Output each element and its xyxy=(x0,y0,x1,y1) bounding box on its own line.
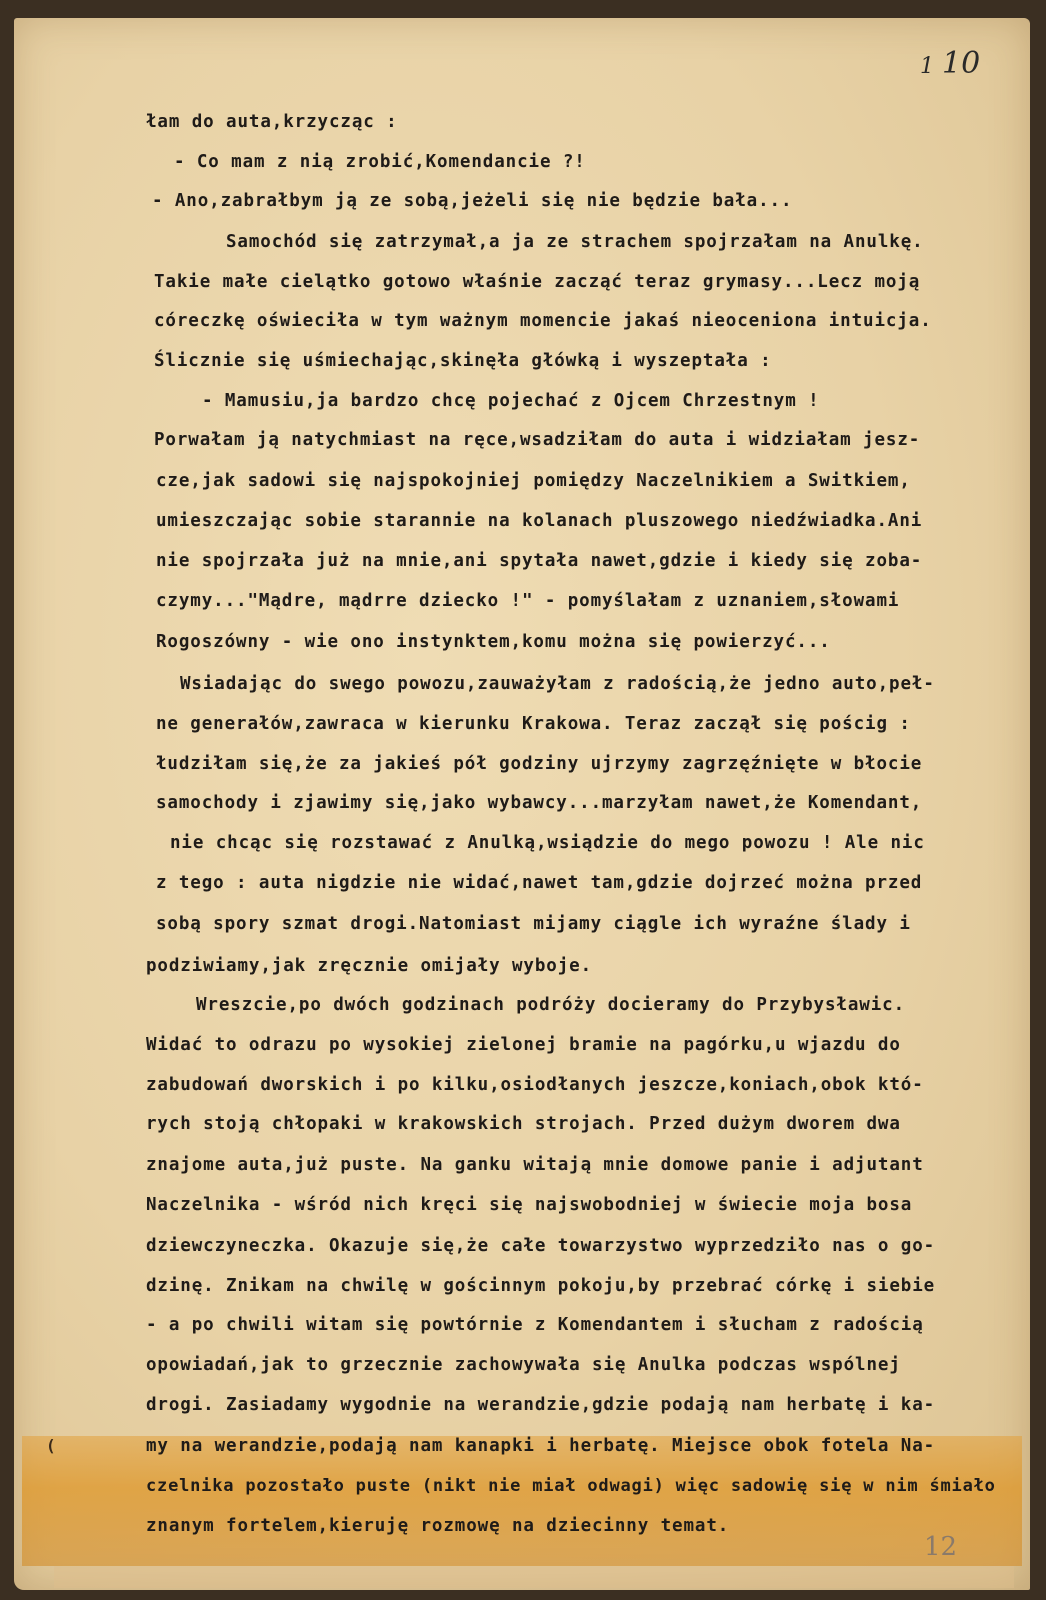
text-line: umieszczając sobie starannie na kolanach pluszowego niedźwiadka.Ani xyxy=(156,511,923,531)
text-line: dzinę. Znikam na chwilę w gościnnym pokoju,by przebrać córkę i siebie xyxy=(146,1276,936,1296)
text-line: nie spojrzała już na mnie,ani spytała nawet,gdzie i kiedy się zoba- xyxy=(156,551,923,571)
folio-mark: 1 xyxy=(920,54,934,79)
text-line: sobą spory szmat drogi.Natomiast mijamy ciągle ich wyraźne ślady i xyxy=(156,914,911,934)
text-line: - a po chwili witam się powtórnie z Komendantem i słucham z radością xyxy=(146,1315,924,1335)
text-line: Wreszcie,po dwóch godzinach podróży docieramy do Przybysławic. xyxy=(196,995,906,1015)
text-line: samochody i zjawimy się,jako wybawcy...marzyłam nawet,że Komendant, xyxy=(156,793,923,813)
text-line: rych stoją chłopaki w krakowskich strojach. Przed dużym dworem dwa xyxy=(146,1114,901,1134)
text-line: córeczkę oświeciła w tym ważnym momencie jakaś nieoceniona intuicja. xyxy=(154,311,932,331)
text-line: - Ano,zabrałbym ją ze sobą,jeżeli się nie będzie bała... xyxy=(152,191,793,211)
text-line: podziwiamy,jak zręcznie omijały wyboje. xyxy=(146,956,592,976)
text-line: znajome auta,już puste. Na ganku witają mnie domowe panie i adjutant xyxy=(146,1155,924,1175)
tape-residue xyxy=(54,1566,1014,1588)
text-line: z tego : auta nigdzie nie widać,nawet tam,gdzie dojrzeć można przed xyxy=(156,873,923,893)
text-line: Naczelnika - wśród nich kręci się najswobodniej w świecie moja bosa xyxy=(146,1195,913,1215)
text-line: czelnika pozostało puste (nikt nie miał odwagi) więc sadowię się w nim śmiało xyxy=(146,1476,996,1496)
text-line: łudziłam się,że za jakieś pół godziny ujrzymy zagrzęźnięte w błocie xyxy=(156,754,923,774)
text-line: cze,jak sadowi się najspokojniej pomiędzy Naczelnikiem a Switkiem, xyxy=(156,471,911,491)
text-line: znanym fortelem,kieruję rozmowę na dziecinny temat. xyxy=(146,1516,730,1536)
text-line: ne generałów,zawraca w kierunku Krakowa. Teraz zaczął się pościg : xyxy=(156,714,911,734)
text-line: Samochód się zatrzymał,a ja ze strachem spojrzałam na Anulkę. xyxy=(226,232,924,252)
page-folio xyxy=(920,46,980,81)
pencil-page-number: 12 xyxy=(924,1532,958,1562)
text-line: Porwałam ją natychmiast na ręce,wsadziłam do auta i widziałam jesz- xyxy=(154,430,921,450)
left-margin-mark: ( xyxy=(46,1436,56,1455)
text-line: my na werandzie,podają nam kanapki i herbatę. Miejsce obok fotela Na- xyxy=(146,1436,936,1456)
text-line: Wsiadając do swego powozu,zauważyłam z radością,że jedno auto,peł- xyxy=(180,674,935,694)
text-line: Ślicznie się uśmiechając,skinęła główką i wyszeptała : xyxy=(154,351,772,371)
text-line: Rogoszówny - wie ono instynktem,komu można się powierzyć... xyxy=(156,632,831,652)
text-line: łam do auta,krzycząc : xyxy=(146,112,398,132)
text-line: Takie małe cielątko gotowo właśnie zacząć teraz grymasy...Lecz moją xyxy=(154,272,921,292)
text-line: czymy..."Mądre, mądrre dziecko !" - pomyślałam z uznaniem,słowami xyxy=(156,591,900,611)
text-line: - Co mam z nią zrobić,Komendancie ?! xyxy=(174,152,586,172)
text-line: dziewczyneczka. Okazuje się,że całe towarzystwo wyprzedziło nas o go- xyxy=(146,1236,936,1256)
text-line: opowiadań,jak to grzecznie zachowywała się Anulka podczas wspólnej xyxy=(146,1355,901,1375)
text-line: nie chcąc się rozstawać z Anulką,wsiądzie do mego powozu ! Ale nic xyxy=(170,833,925,853)
text-line: drogi. Zasiadamy wygodnie na werandzie,gdzie podają nam herbatę i ka- xyxy=(146,1395,936,1415)
text-line: - Mamusiu,ja bardzo chcę pojechać z Ojcem Chrzestnym ! xyxy=(202,391,820,411)
folio-number: 10 xyxy=(942,46,981,81)
text-line: Widać to odrazu po wysokiej zielonej bramie na pagórku,u wjazdu do xyxy=(146,1035,901,1055)
text-line: zabudowań dworskich i po kilku,osiodłanych jeszcze,koniach,obok któ- xyxy=(146,1075,924,1095)
